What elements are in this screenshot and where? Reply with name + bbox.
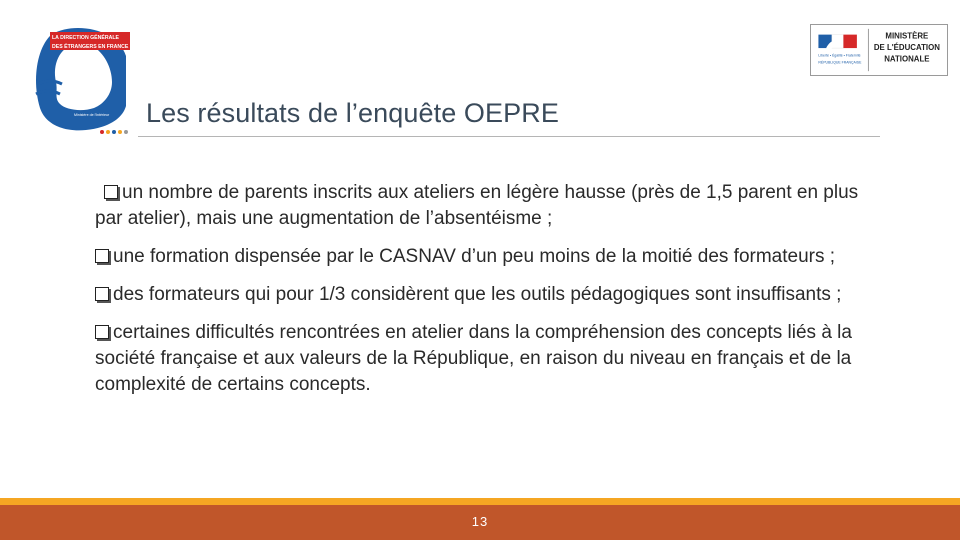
bullet-item <box>95 180 885 232</box>
ministere-line-3: NATIONALE <box>884 54 930 64</box>
dgef-logo <box>30 22 134 140</box>
bullet-text: une formation dispensée par le CASNAV d’un peu moins de la moitié des formateurs ; <box>113 246 836 267</box>
bullet-item <box>95 282 885 308</box>
bullet-text: un nombre de parents inscrits aux ateliers en légère hausse (près de 1,5 parent en plus par atelier), mais une augmentation de l’absentéisme ; <box>95 182 859 229</box>
emblem-motto: Liberté • Égalité • Fraternité <box>818 53 861 58</box>
dgef-logo-line-2: DES ÉTRANGERS EN FRANCE <box>52 44 129 50</box>
checkbox-bullet-icon <box>95 287 109 301</box>
checkbox-bullet-icon <box>95 325 109 339</box>
checkbox-bullet-icon <box>104 185 118 199</box>
bullet-text: certaines difficultés rencontrées en atelier dans la compréhension des concepts liés à la société française et aux valeurs de la République, en raison du niveau en français et de la complexité de certains concepts. <box>95 322 852 395</box>
dgef-logo-footer: Ministère de l'Intérieur <box>74 113 110 117</box>
ministere-line-2: DE L'ÉDUCATION <box>873 43 940 52</box>
emblem-republique: RÉPUBLIQUE FRANÇAISE <box>818 60 862 65</box>
bullet-list <box>95 180 885 410</box>
bullet-item <box>95 320 885 398</box>
title-divider <box>138 136 880 137</box>
ministere-education-logo <box>810 24 948 76</box>
bullet-text: des formateurs qui pour 1/3 considèrent que les outils pédagogiques sont insuffisants ; <box>113 284 842 305</box>
footer-accent-line <box>0 498 960 505</box>
dgef-logo-line-1: LA DIRECTION GÉNÉRALE <box>52 35 119 41</box>
page-number: 13 <box>471 514 489 529</box>
ministere-line-1: MINISTÈRE <box>885 31 929 41</box>
checkbox-bullet-icon <box>95 249 109 263</box>
slide-title: Les résultats de l’enquête OEPRE <box>146 98 559 128</box>
bullet-item <box>95 244 885 270</box>
